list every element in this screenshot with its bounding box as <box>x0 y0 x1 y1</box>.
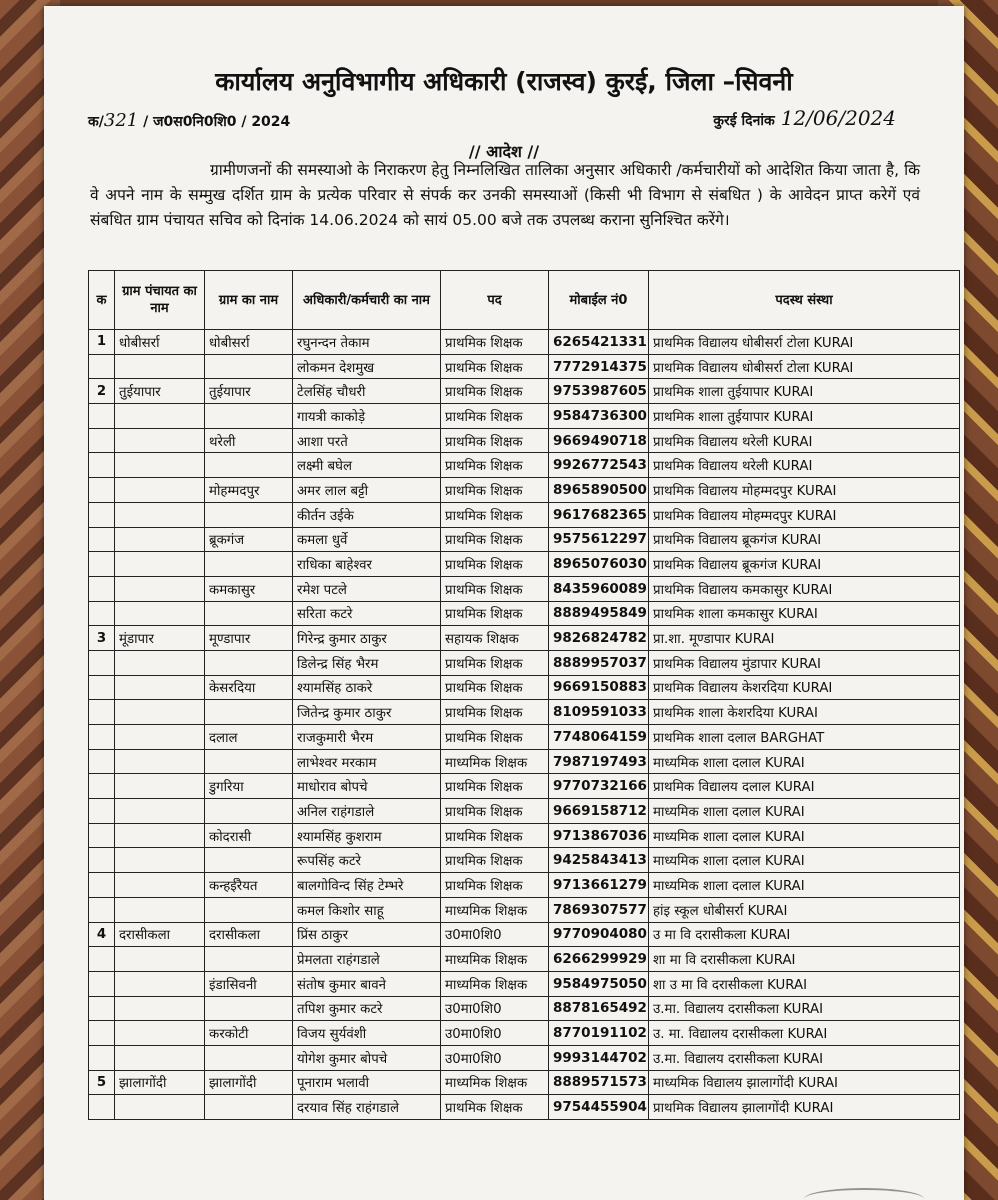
table-row <box>89 1021 960 1046</box>
cell-officer-name: पूनाराम भलावी <box>293 1070 441 1095</box>
cell-post: प्राथमिक शिक्षक <box>441 428 549 453</box>
cell-officer-name: प्रिंस ठाकुर <box>293 922 441 947</box>
table-row <box>89 428 960 453</box>
cell-gram-panchayat: तुईयापार <box>115 379 205 404</box>
cell-officer-name: लाभेश्वर मरकाम <box>293 749 441 774</box>
cell-gram-panchayat <box>115 478 205 503</box>
cell-post: प्राथमिक शिक्षक <box>441 725 549 750</box>
cell-gram-panchayat <box>115 354 205 379</box>
cell-officer-name: कीर्तन उईके <box>293 502 441 527</box>
cell-officer-name: लक्ष्मी बघेल <box>293 453 441 478</box>
table-row <box>89 823 960 848</box>
cell-mobile: 9753987605 <box>549 379 649 404</box>
cell-institution: शा मा वि दरासीकला KURAI <box>649 947 960 972</box>
cell-gram-panchayat <box>115 996 205 1021</box>
cell-officer-name: रघुनन्दन तेकाम <box>293 330 441 355</box>
cell-post: प्राथमिक शिक्षक <box>441 601 549 626</box>
cell-village: तुईयापार <box>205 379 293 404</box>
cell-serial <box>89 1095 115 1120</box>
cell-officer-name: गिरेन्द्र कुमार ठाकुर <box>293 626 441 651</box>
cell-serial <box>89 453 115 478</box>
cell-serial: 4 <box>89 922 115 947</box>
cell-serial: 3 <box>89 626 115 651</box>
table-row <box>89 1070 960 1095</box>
table-row <box>89 947 960 972</box>
cell-gram-panchayat: दरासीकला <box>115 922 205 947</box>
cell-gram-panchayat <box>115 601 205 626</box>
cell-mobile: 9425843413 <box>549 848 649 873</box>
document-page <box>44 6 964 1200</box>
cell-institution: माध्यमिक विद्यालय झालागोंदी KURAI <box>649 1070 960 1095</box>
cell-post: प्राथमिक शिक्षक <box>441 774 549 799</box>
table-row <box>89 799 960 824</box>
cell-officer-name: कमला धुर्वे <box>293 527 441 552</box>
cell-village <box>205 749 293 774</box>
cell-mobile: 9754455904 <box>549 1095 649 1120</box>
cell-village <box>205 700 293 725</box>
cell-gram-panchayat <box>115 971 205 996</box>
cell-post: माध्यमिक शिक्षक <box>441 971 549 996</box>
cell-gram-panchayat <box>115 848 205 873</box>
cell-village: कन्हईरैयत <box>205 873 293 898</box>
cell-village <box>205 552 293 577</box>
cell-village: मूण्डापार <box>205 626 293 651</box>
assignment-table <box>88 270 960 1120</box>
table-header-row <box>89 271 960 330</box>
cell-institution: उ मा वि दरासीकला KURAI <box>649 922 960 947</box>
cell-serial: 1 <box>89 330 115 355</box>
cell-mobile: 7748064159 <box>549 725 649 750</box>
cell-officer-name: अमर लाल बट्टी <box>293 478 441 503</box>
cell-village: मोहम्मदपुर <box>205 478 293 503</box>
cell-post: उ0मा0शि0 <box>441 1045 549 1070</box>
cell-serial <box>89 576 115 601</box>
cell-post: प्राथमिक शिक्षक <box>441 1095 549 1120</box>
cell-officer-name: श्यामसिंह कुशराम <box>293 823 441 848</box>
cell-serial <box>89 897 115 922</box>
cell-gram-panchayat <box>115 428 205 453</box>
cell-post: माध्यमिक शिक्षक <box>441 1070 549 1095</box>
cell-institution: शा उ मा वि दरासीकला KURAI <box>649 971 960 996</box>
cell-post: प्राथमिक शिक्षक <box>441 650 549 675</box>
cell-village: थरेली <box>205 428 293 453</box>
cell-gram-panchayat <box>115 527 205 552</box>
cell-institution: प्राथमिक विद्यालय ब्रूकगंज KURAI <box>649 552 960 577</box>
cell-mobile: 8770191102 <box>549 1021 649 1046</box>
table-row <box>89 626 960 651</box>
cell-village <box>205 650 293 675</box>
cell-serial: 5 <box>89 1070 115 1095</box>
table-row <box>89 601 960 626</box>
cell-serial <box>89 774 115 799</box>
cell-village: इंडासिवनी <box>205 971 293 996</box>
cell-village <box>205 354 293 379</box>
cell-serial <box>89 1021 115 1046</box>
table-row <box>89 552 960 577</box>
cell-serial <box>89 848 115 873</box>
cell-serial <box>89 873 115 898</box>
cell-officer-name: कमल किशोर साहू <box>293 897 441 922</box>
cell-village: कमकासुर <box>205 576 293 601</box>
cell-officer-name: राजकुमारी भैरम <box>293 725 441 750</box>
cell-serial <box>89 971 115 996</box>
table-row <box>89 774 960 799</box>
table-row <box>89 996 960 1021</box>
stamp-mark <box>804 1188 924 1200</box>
cell-officer-name: माधोराव बोपचे <box>293 774 441 799</box>
header-institution: पदस्थ संस्था <box>649 271 960 330</box>
cell-gram-panchayat <box>115 700 205 725</box>
cell-institution: प्राथमिक विद्यालय केशरदिया KURAI <box>649 675 960 700</box>
cell-institution: उ.मा. विद्यालय दरासीकला KURAI <box>649 1045 960 1070</box>
cell-institution: माध्यमिक शाला दलाल KURAI <box>649 848 960 873</box>
cell-village <box>205 404 293 429</box>
cell-village <box>205 996 293 1021</box>
cell-officer-name: बालगोविन्द सिंह टेम्भरे <box>293 873 441 898</box>
cell-institution: प्राथमिक शाला दलाल BARGHAT <box>649 725 960 750</box>
cell-gram-panchayat <box>115 1021 205 1046</box>
table-row <box>89 650 960 675</box>
cell-post: प्राथमिक शिक्षक <box>441 330 549 355</box>
cell-gram-panchayat <box>115 725 205 750</box>
order-heading: // आदेश // <box>468 142 540 161</box>
cell-officer-name: संतोष कुमार बावने <box>293 971 441 996</box>
cell-mobile: 9770904080 <box>549 922 649 947</box>
cell-institution: प्राथमिक विद्यालय धोबीसर्रा टोला KURAI <box>649 330 960 355</box>
cell-post: प्राथमिक शिक्षक <box>441 502 549 527</box>
cell-gram-panchayat <box>115 675 205 700</box>
cell-post: प्राथमिक शिक्षक <box>441 478 549 503</box>
cell-post: उ0मा0शि0 <box>441 996 549 1021</box>
cell-village: करकोटी <box>205 1021 293 1046</box>
cell-serial <box>89 502 115 527</box>
cell-officer-name: रूपसिंह कटरे <box>293 848 441 873</box>
cell-post: प्राथमिक शिक्षक <box>441 404 549 429</box>
cell-serial <box>89 675 115 700</box>
cell-officer-name: रमेश पटले <box>293 576 441 601</box>
cell-gram-panchayat <box>115 404 205 429</box>
cell-officer-name: डिलेन्द्र सिंह भैरम <box>293 650 441 675</box>
cell-mobile: 9926772543 <box>549 453 649 478</box>
cell-institution: प्राथमिक विद्यालय दलाल KURAI <box>649 774 960 799</box>
cell-serial: 2 <box>89 379 115 404</box>
table-row <box>89 478 960 503</box>
cell-institution: उ.मा. विद्यालय दरासीकला KURAI <box>649 996 960 1021</box>
cell-institution: माध्यमिक शाला दलाल KURAI <box>649 823 960 848</box>
cell-officer-name: विजय सुर्यवंशी <box>293 1021 441 1046</box>
cell-mobile: 9713867036 <box>549 823 649 848</box>
office-title: कार्यालय अनुविभागीय अधिकारी (राजस्व) कुरई, जिला –सिवनी <box>215 67 793 96</box>
cell-officer-name: जितेन्द्र कुमार ठाकुर <box>293 700 441 725</box>
table-row <box>89 502 960 527</box>
cell-serial <box>89 996 115 1021</box>
cell-gram-panchayat <box>115 749 205 774</box>
cell-serial <box>89 428 115 453</box>
header-mobile: मोबाईल नं0 <box>549 271 649 330</box>
cell-mobile: 8889495849 <box>549 601 649 626</box>
cell-gram-panchayat <box>115 873 205 898</box>
cell-mobile: 7869307577 <box>549 897 649 922</box>
cell-institution: प्राथमिक विद्यालय ब्रूकगंज KURAI <box>649 527 960 552</box>
cell-post: माध्यमिक शिक्षक <box>441 947 549 972</box>
cell-gram-panchayat <box>115 576 205 601</box>
cell-mobile: 9617682365 <box>549 502 649 527</box>
cell-post: प्राथमिक शिक्षक <box>441 453 549 478</box>
cell-serial <box>89 947 115 972</box>
cell-officer-name: दरयाव सिंह राहंगडाले <box>293 1095 441 1120</box>
cell-institution: प्राथमिक विद्यालय थरेली KURAI <box>649 453 960 478</box>
cell-post: सहायक शिक्षक <box>441 626 549 651</box>
table-row <box>89 749 960 774</box>
cell-institution: प्राथमिक शाला कमकासुर KURAI <box>649 601 960 626</box>
cell-gram-panchayat: मूंडापार <box>115 626 205 651</box>
cell-mobile: 6266299929 <box>549 947 649 972</box>
cell-village: दलाल <box>205 725 293 750</box>
cell-post: माध्यमिक शिक्षक <box>441 897 549 922</box>
cell-village <box>205 502 293 527</box>
table-body <box>89 330 960 1120</box>
ref-prefix: क/ <box>88 114 104 130</box>
cell-serial <box>89 404 115 429</box>
cell-serial <box>89 749 115 774</box>
cell-mobile: 8109591033 <box>549 700 649 725</box>
cell-village <box>205 848 293 873</box>
table-row <box>89 873 960 898</box>
table-row <box>89 700 960 725</box>
date-line <box>713 106 896 130</box>
cell-post: प्राथमिक शिक्षक <box>441 700 549 725</box>
cell-post: प्राथमिक शिक्षक <box>441 823 549 848</box>
cell-officer-name: तपिश कुमार कटरे <box>293 996 441 1021</box>
cell-institution: प्राथमिक विद्यालय मुंडापार KURAI <box>649 650 960 675</box>
cell-mobile: 9575612297 <box>549 527 649 552</box>
cell-officer-name: प्रेमलता राहंगडाले <box>293 947 441 972</box>
reference-line <box>88 110 290 131</box>
cell-institution: प्राथमिक विद्यालय कमकासुर KURAI <box>649 576 960 601</box>
cell-gram-panchayat <box>115 1045 205 1070</box>
cell-village: धोबीसर्रा <box>205 330 293 355</box>
cell-mobile: 9713661279 <box>549 873 649 898</box>
table-row <box>89 1095 960 1120</box>
table-row <box>89 379 960 404</box>
cell-gram-panchayat <box>115 502 205 527</box>
cell-post: प्राथमिक शिक्षक <box>441 873 549 898</box>
order-paragraph <box>90 158 920 233</box>
table-row <box>89 330 960 355</box>
cell-officer-name: लोकमन देशमुख <box>293 354 441 379</box>
cell-gram-panchayat <box>115 897 205 922</box>
cell-institution: प्राथमिक विद्यालय थरेली KURAI <box>649 428 960 453</box>
cell-gram-panchayat <box>115 823 205 848</box>
cell-village <box>205 1045 293 1070</box>
cell-institution: प्राथमिक शाला तुईयापार KURAI <box>649 379 960 404</box>
cell-institution: उ. मा. विद्यालय दरासीकला KURAI <box>649 1021 960 1046</box>
cell-mobile: 6265421331 <box>549 330 649 355</box>
cell-officer-name: सरिता कटरे <box>293 601 441 626</box>
cell-officer-name: राधिका बाहेश्वर <box>293 552 441 577</box>
header-post: पद <box>441 271 549 330</box>
cell-institution: माध्यमिक शाला दलाल KURAI <box>649 799 960 824</box>
table-row <box>89 675 960 700</box>
cell-village: केसरदिया <box>205 675 293 700</box>
cell-mobile: 9669158712 <box>549 799 649 824</box>
cell-post: प्राथमिक शिक्षक <box>441 675 549 700</box>
cell-village: डुगरिया <box>205 774 293 799</box>
ref-suffix: / ज0स0नि0शि0 / 2024 <box>143 114 291 130</box>
cell-village: दरासीकला <box>205 922 293 947</box>
cell-gram-panchayat <box>115 774 205 799</box>
cell-serial <box>89 478 115 503</box>
cell-gram-panchayat <box>115 947 205 972</box>
cell-mobile: 8889571573 <box>549 1070 649 1095</box>
cell-mobile: 9826824782 <box>549 626 649 651</box>
cell-mobile: 9993144702 <box>549 1045 649 1070</box>
table-row <box>89 922 960 947</box>
header-serial: क <box>89 271 115 330</box>
cell-serial <box>89 552 115 577</box>
table-row <box>89 725 960 750</box>
cell-institution: हांइ स्कूल धोबीसर्रा KURAI <box>649 897 960 922</box>
cell-serial <box>89 650 115 675</box>
cell-post: प्राथमिक शिक्षक <box>441 527 549 552</box>
table-row <box>89 527 960 552</box>
cell-serial <box>89 354 115 379</box>
date-value: 12/06/2024 <box>780 106 896 130</box>
cell-post: प्राथमिक शिक्षक <box>441 576 549 601</box>
cell-officer-name: टेलसिंह चौधरी <box>293 379 441 404</box>
cell-village <box>205 601 293 626</box>
cell-officer-name: आशा परते <box>293 428 441 453</box>
order-paragraph-text: ग्रामीणजनों की समस्याओ के निराकरण हेतु निम्नलिखित तालिका अनुसार अधिकारी /कर्मचारीयों को आदेशित किया जाता है, कि वे अपने नाम के सम्मुख दर्शित ग्राम के प्रत्येक परिवार से संपर्क कर उनकी समस्याओं (किसी भी विभाग से संबधित ) के आवेदन प्राप्त करेगें एवं संबधित ग्राम पंचायत सचिव को दिनांक 14.06.2024 को सायं 05.00 बजे तक उपलब्ध कराना सुनिश्चित करेंगे। <box>90 161 920 229</box>
cell-mobile: 7987197493 <box>549 749 649 774</box>
cell-mobile: 8965076030 <box>549 552 649 577</box>
cell-gram-panchayat <box>115 552 205 577</box>
cell-post: प्राथमिक शिक्षक <box>441 848 549 873</box>
cell-serial <box>89 799 115 824</box>
cell-post: उ0मा0शि0 <box>441 1021 549 1046</box>
cell-post: प्राथमिक शिक्षक <box>441 379 549 404</box>
cell-officer-name: अनिल राहंगडाले <box>293 799 441 824</box>
header-village: ग्राम का नाम <box>205 271 293 330</box>
cell-village: कोदरासी <box>205 823 293 848</box>
cell-officer-name: योगेश कुमार बोपचे <box>293 1045 441 1070</box>
cell-mobile: 7772914375 <box>549 354 649 379</box>
cell-institution: माध्यमिक शाला दलाल KURAI <box>649 873 960 898</box>
cell-institution: प्राथमिक शाला तुईयापार KURAI <box>649 404 960 429</box>
cell-gram-panchayat <box>115 1095 205 1120</box>
cell-mobile: 8435960089 <box>549 576 649 601</box>
cell-post: माध्यमिक शिक्षक <box>441 749 549 774</box>
cell-mobile: 9669150883 <box>549 675 649 700</box>
cell-mobile: 9669490718 <box>549 428 649 453</box>
cell-institution: प्राथमिक विद्यालय मोहम्मदपुर KURAI <box>649 478 960 503</box>
cell-institution: प्राथमिक विद्यालय मोहम्मदपुर KURAI <box>649 502 960 527</box>
cell-serial <box>89 700 115 725</box>
cell-gram-panchayat: झालागोंदी <box>115 1070 205 1095</box>
cell-mobile: 8889957037 <box>549 650 649 675</box>
cell-institution: प्रा.शा. मूण्डापार KURAI <box>649 626 960 651</box>
cell-institution: प्राथमिक शाला केशरदिया KURAI <box>649 700 960 725</box>
table-row <box>89 453 960 478</box>
date-label: कुरई दिनांक <box>713 113 775 129</box>
cell-officer-name: श्यामसिंह ठाकरे <box>293 675 441 700</box>
table-row <box>89 404 960 429</box>
cell-institution: प्राथमिक विद्यालय धोबीसर्रा टोला KURAI <box>649 354 960 379</box>
cell-village <box>205 947 293 972</box>
table-row <box>89 971 960 996</box>
cell-serial <box>89 1045 115 1070</box>
cell-officer-name: गायत्री काकोड़े <box>293 404 441 429</box>
cell-mobile: 8878165492 <box>549 996 649 1021</box>
cell-post: प्राथमिक शिक्षक <box>441 552 549 577</box>
header-officer-name: अधिकारी/कर्मचारी का नाम <box>293 271 441 330</box>
cell-village <box>205 453 293 478</box>
cell-post: प्राथमिक शिक्षक <box>441 354 549 379</box>
cell-village: ब्रूकगंज <box>205 527 293 552</box>
cell-gram-panchayat <box>115 453 205 478</box>
cell-institution: प्राथमिक विद्यालय झालागोंदी KURAI <box>649 1095 960 1120</box>
cell-gram-panchayat: धोबीसर्रा <box>115 330 205 355</box>
cell-mobile: 9770732166 <box>549 774 649 799</box>
table-row <box>89 1045 960 1070</box>
cell-village <box>205 799 293 824</box>
table-row <box>89 354 960 379</box>
cell-serial <box>89 725 115 750</box>
cell-mobile: 8965890500 <box>549 478 649 503</box>
cell-post: उ0मा0शि0 <box>441 922 549 947</box>
cell-mobile: 9584975050 <box>549 971 649 996</box>
cell-serial <box>89 527 115 552</box>
ref-number: 321 <box>103 110 139 131</box>
cell-serial <box>89 601 115 626</box>
table-row <box>89 848 960 873</box>
table-row <box>89 897 960 922</box>
cell-gram-panchayat <box>115 650 205 675</box>
cell-village <box>205 897 293 922</box>
cell-institution: माध्यमिक शाला दलाल KURAI <box>649 749 960 774</box>
cell-village <box>205 1095 293 1120</box>
table-row <box>89 576 960 601</box>
cell-gram-panchayat <box>115 799 205 824</box>
cell-post: प्राथमिक शिक्षक <box>441 799 549 824</box>
cell-serial <box>89 823 115 848</box>
cell-village: झालागोंदी <box>205 1070 293 1095</box>
cell-mobile: 9584736300 <box>549 404 649 429</box>
header-gram-panchayat: ग्राम पंचायत का नाम <box>115 271 205 330</box>
